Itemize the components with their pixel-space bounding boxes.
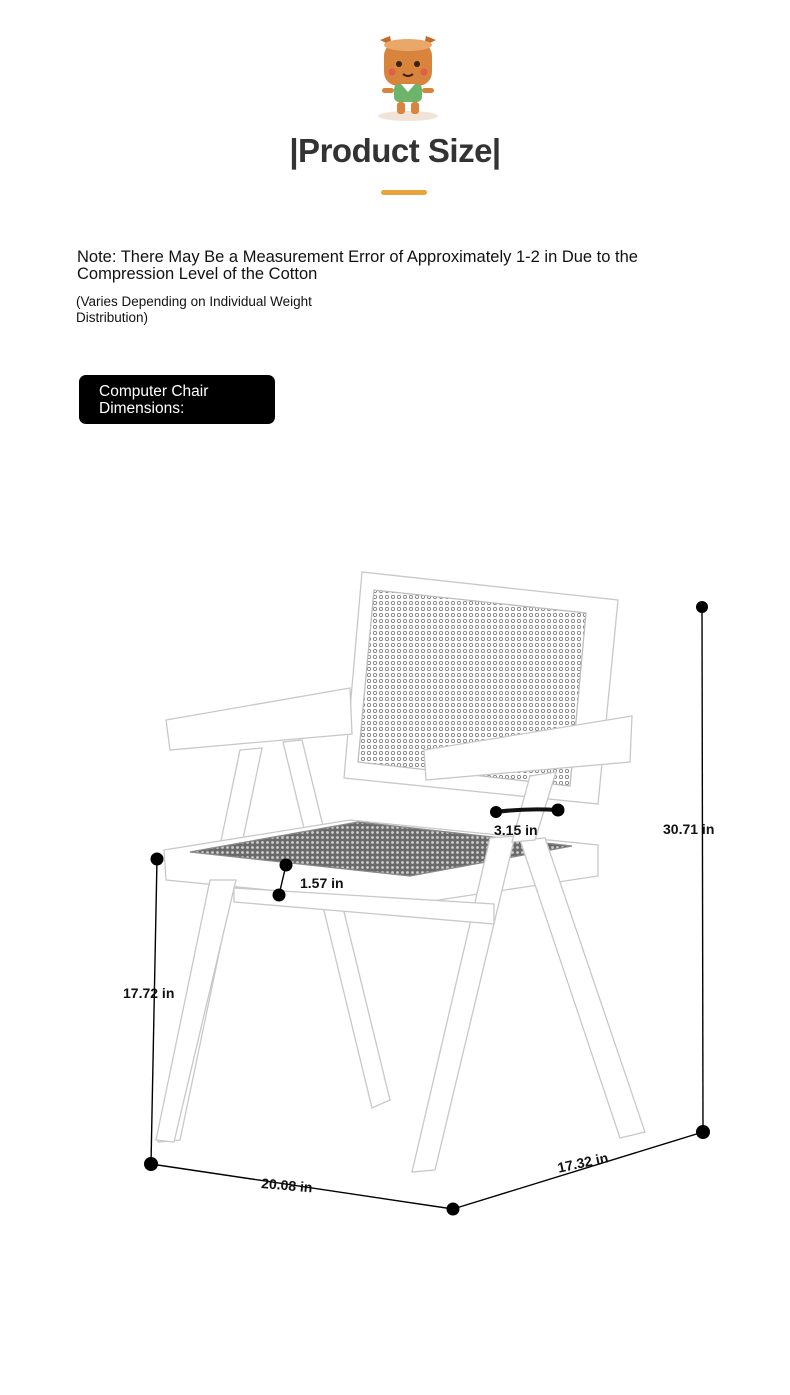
seat-thickness-label: 1.57 in	[300, 875, 344, 891]
measurement-note: Note: There May Be a Measurement Error of Approximately 1-2 in Due to the Compression Level of the Cotton	[77, 248, 638, 283]
depth-label: 17.32 in	[556, 1149, 610, 1176]
dot-thick-top	[280, 859, 293, 872]
dot-seat-top	[151, 853, 164, 866]
dot-height-bottom	[696, 1125, 710, 1139]
width-label: 20.08 in	[260, 1175, 314, 1196]
dot-thick-bottom	[273, 889, 286, 902]
section-badge: Computer Chair Dimensions:	[79, 375, 275, 424]
dot-depth-right	[552, 804, 565, 817]
dot-front-left-bottom	[144, 1157, 158, 1171]
chair-drawing	[156, 572, 645, 1172]
measurement-note-sub: (Varies Depending on Individual Weight Distribution)	[76, 294, 312, 325]
dot-height-top	[696, 601, 708, 613]
page-title: |Product Size|	[289, 132, 501, 169]
total-height-label: 30.71 in	[663, 821, 715, 837]
dot-front-right-bottom	[447, 1203, 460, 1216]
seat-depth-label: 3.15 in	[494, 822, 538, 838]
dot-depth-left	[490, 806, 502, 818]
seat-height-label: 17.72 in	[123, 985, 175, 1001]
